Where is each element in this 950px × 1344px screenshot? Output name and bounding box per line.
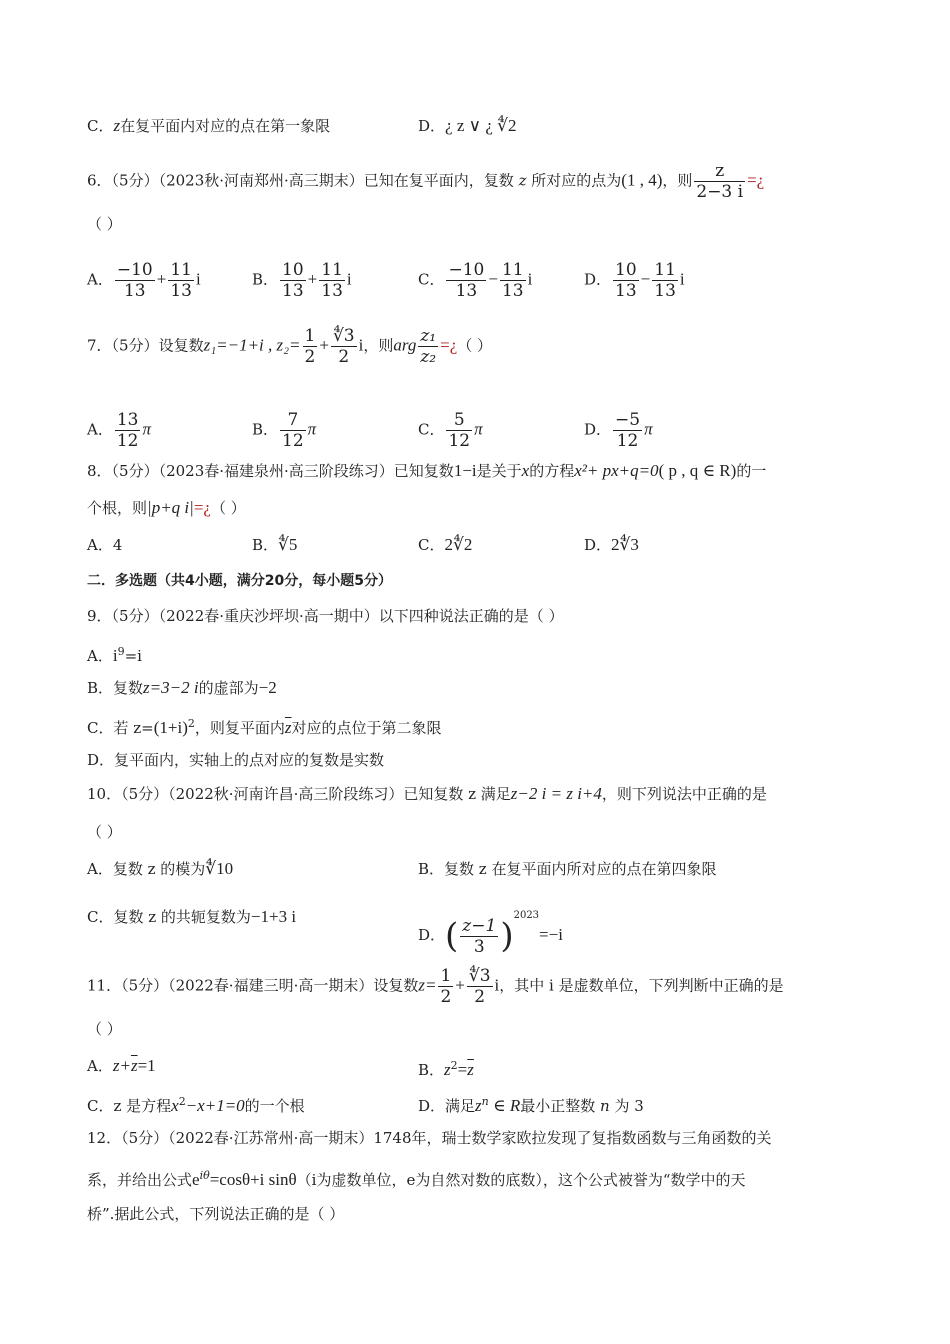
q10-stem: 10．（5分）（2022秋·河南许昌·高三阶段练习）已知复数 z 满足z−2 i = z i+4，则下列说法中正确的是 xyxy=(87,784,767,803)
stem-text: 6．（5分）（2023秋·河南郑州·高三期末）已知在复平面内，复数 xyxy=(87,171,514,190)
q11-option-d: D．满足$z^n$ ∈ R最小正整数 n 为 3 xyxy=(418,1095,644,1115)
q8-option-c: C．2∜2 xyxy=(418,535,473,554)
q8-option-d: D．2∜3 xyxy=(584,535,639,554)
q11-option-a: A．$z+\overline{z}=1$ xyxy=(87,1056,156,1075)
q8-stem-line2: 个根，则|p+q i|=¿（ ） xyxy=(87,498,246,517)
stem-text: 所对应的点为 xyxy=(531,171,622,190)
q11-option-b: B．$z^2=\overline{z}$ xyxy=(418,1059,474,1079)
math-equals: =¿ xyxy=(747,170,765,190)
q7-option-b: B． $\frac{7}{12}$ π xyxy=(252,410,317,451)
q5-option-c xyxy=(87,116,330,136)
q9-option-b: B．复数z=3−2 i的虚部为−2 xyxy=(87,678,277,697)
math-point: (1 , 4) xyxy=(621,170,663,190)
q8-option-b: B．∜5 xyxy=(252,535,298,554)
option-label: C． xyxy=(87,117,114,135)
q6-option-b: B． $\frac{10}{13}$ + $\frac{11}{13}$ i xyxy=(252,260,352,301)
option-text: 在复平面内对应的点在第一象限 xyxy=(120,117,331,135)
section-heading: 二．多选题（共4小题，满分20分，每小题5分） xyxy=(87,573,392,589)
q12-line3: 桥”.据此公式，下列说法正确的是（ ） xyxy=(87,1205,345,1223)
math-equation: x²+ px+q=0 xyxy=(574,461,659,480)
q8-stem-line1: 8．（5分）（2023春·福建泉州·高三阶段练习）已知复数1−i是关于x的方程x²+ px+q=0( p , q ∈ R)的一 xyxy=(87,461,767,480)
q11-stem: 11．（5分）（2022春·福建三明·高一期末）设复数z= $\frac{1}{2}$ + $\frac{∜3}{2}$ i，其中 i 是虚数单位，下列判断中正确的是 xyxy=(87,966,784,1007)
q5-option-d xyxy=(418,116,516,136)
q9-option-c: C．若 $z=(1+i)^2$，则复平面内$\overline{z}$对应的点位于第二象限 xyxy=(87,717,442,737)
q7-option-c: C． $\frac{5}{12}$ π xyxy=(418,410,483,451)
q10-option-a: A．复数 z 的模为∜10 xyxy=(87,859,234,878)
stem-text: 7．（5分）设复数 xyxy=(87,336,204,355)
option-label: D． xyxy=(418,117,446,135)
math-z1: z₁=−1+i , z₂= xyxy=(203,335,301,355)
q10-option-c: C．复数 z 的共轭复数为−1+3 i xyxy=(87,907,297,926)
q10-option-d: D．( $\frac{z-1}{3}$ )$^{2023}$=−i xyxy=(418,910,563,957)
q10-option-b: B．复数 z 在复平面内所对应的点在第四象限 xyxy=(418,860,717,878)
q6-option-a: A． $\frac{-10}{13}$ + $\frac{11}{13}$ i xyxy=(87,260,201,301)
math-abs: |p+q i| xyxy=(147,498,194,517)
q8-option-a: A．4 xyxy=(87,536,123,554)
option-math: ¿ z ∨ ¿ ∜2 xyxy=(445,116,517,135)
q11-blank: （ ） xyxy=(87,1020,122,1038)
q11-option-c: C．z 是方程$x^2-x+1=0$的一个根 xyxy=(87,1095,305,1115)
q6-option-c: C． $\frac{-10}{13}$ − $\frac{11}{13}$ i xyxy=(418,260,533,301)
q7-stem: 7．（5分）设复数z₁=−1+i , z₂= $\frac{1}{2}$ + $\frac{∜3}{2}$ i，则arg $\frac{\text{z₁}}{\text{z₂}}$ =¿（ ） xyxy=(87,326,493,367)
q12-line1: 12．（5分）（2022春·江苏常州·高一期末）1748年，瑞士数学家欧拉发现了复指数函数与三角函数的关 xyxy=(87,1129,772,1147)
q7-option-a: A． $\frac{13}{12}$ π xyxy=(87,410,152,451)
q6-option-d: D． $\frac{10}{13}$ − $\frac{11}{13}$ i xyxy=(584,260,685,301)
q7-option-d: D． $\frac{-5}{12}$ π xyxy=(584,410,653,451)
math-z: z xyxy=(113,116,121,135)
math-fraction: $\frac{z}{2-3 i}$ xyxy=(696,161,744,202)
q9-option-d: D．复平面内，实轴上的点对应的复数是实数 xyxy=(87,751,385,769)
q9-option-a: A．$i^9=i$ xyxy=(87,645,142,665)
q12-line2: 系，并给出公式$e^{i\theta}=\cos\theta+i$ sinθ（i为虚数单位，e为自然对数的底数），这个公式被誉为“数学中的天 xyxy=(87,1169,746,1189)
q9-stem: 9．（5分）（2022春·重庆沙坪坝·高一期中）以下四种说法正确的是（ ） xyxy=(87,607,564,625)
q6-stem: 6．（5分）（2023秋·河南郑州·高三期末）已知在复平面内，复数 z 所对应的点为(1 , 4)，则 $\frac{z}{2-3 i}$ =¿ xyxy=(87,161,765,202)
math-arg: arg xyxy=(393,335,417,355)
q6-blank: （ ） xyxy=(87,215,122,233)
stem-text: ，则 xyxy=(662,171,693,190)
q10-blank: （ ） xyxy=(87,823,122,841)
